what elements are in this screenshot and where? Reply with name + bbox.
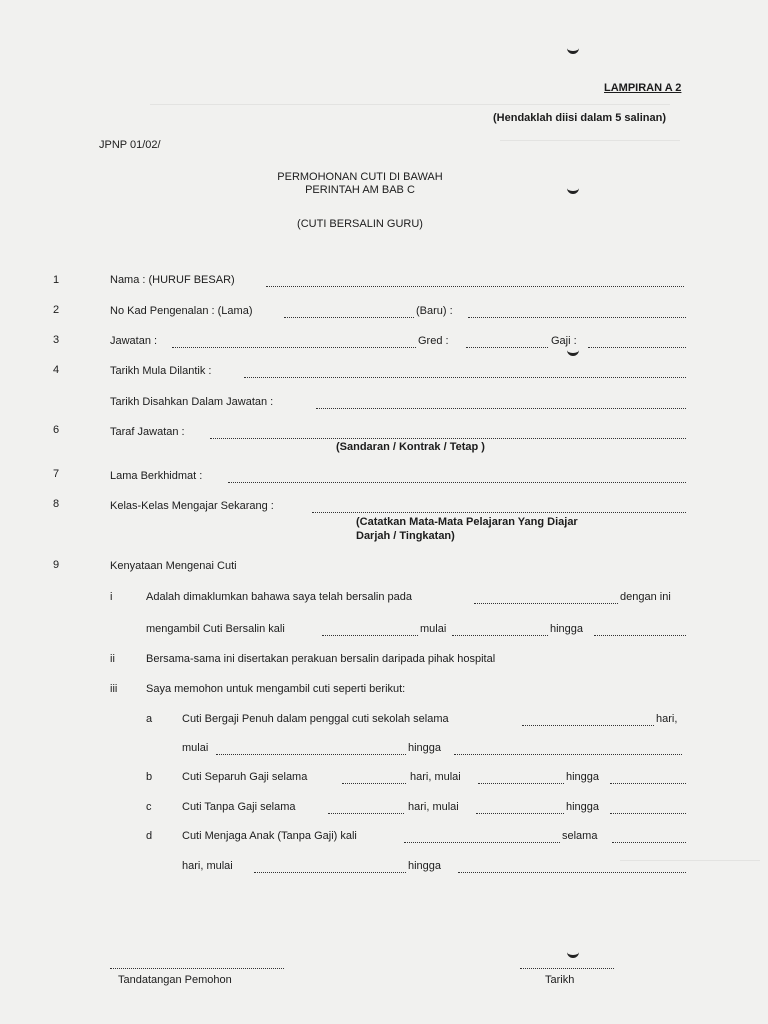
item-number: 2 [52, 304, 60, 316]
scan-mark [567, 46, 579, 54]
hingga-input[interactable] [594, 625, 686, 636]
menjaga-anak-hingga-input[interactable] [458, 862, 686, 873]
item-number: 3 [52, 334, 60, 346]
nama-input[interactable] [266, 276, 684, 287]
taraf-note: (Sandaran / Kontrak / Tetap ) [336, 441, 485, 453]
tarikh-bersalin-input[interactable] [474, 593, 618, 604]
item-number: 6 [52, 424, 60, 436]
selama-text: selama [562, 830, 598, 842]
hingga-text: hingga [566, 801, 600, 813]
bleed-through-line [150, 104, 670, 105]
tarikh-mula-input[interactable] [244, 367, 686, 378]
dengan-ini-text: dengan ini [620, 591, 671, 603]
mulai-input[interactable] [452, 625, 548, 636]
kelas-input[interactable] [312, 502, 686, 513]
kelas-note-2: Darjah / Tingkatan) [356, 530, 455, 542]
hingga-text: hingga [408, 860, 442, 872]
sub-item-b: b [146, 771, 153, 783]
cuti-bersalin-kali-text: mengambil Cuti Bersalin kali [146, 623, 285, 635]
hari-text: hari, [656, 713, 678, 725]
signature-line[interactable] [110, 958, 284, 969]
tarikh-mula-label: Tarikh Mula Dilantik : [110, 365, 212, 377]
taraf-label: Taraf Jawatan : [110, 426, 185, 438]
ic-baru-input[interactable] [468, 307, 686, 318]
separuh-gaji-mulai-input[interactable] [478, 773, 564, 784]
gaji-label: Gaji : [551, 335, 577, 347]
tanpa-gaji-selama-input[interactable] [328, 803, 404, 814]
hingga-text: hingga [408, 742, 442, 754]
kali-input[interactable] [322, 625, 418, 636]
ic-lama-label: No Kad Pengenalan : (Lama) [110, 305, 253, 317]
form-title-line1: PERMOHONAN CUTI DI BAWAH [277, 171, 443, 183]
ic-lama-input[interactable] [284, 307, 414, 318]
ic-baru-label: (Baru) : [416, 305, 453, 317]
scan-mark [567, 950, 579, 958]
cuti-menjaga-anak-text: Cuti Menjaga Anak (Tanpa Gaji) kali [182, 830, 357, 842]
date-line[interactable] [520, 958, 614, 969]
bleed-through-line [500, 140, 680, 141]
hari-mulai-text: hari, mulai [410, 771, 461, 783]
jawatan-input[interactable] [172, 337, 416, 348]
item-number: 9 [52, 559, 60, 571]
bergaji-penuh-mulai-input[interactable] [216, 744, 406, 755]
kelas-label: Kelas-Kelas Mengajar Sekarang : [110, 500, 274, 512]
sub-item-c: c [146, 801, 152, 813]
cuti-tanpa-gaji-text: Cuti Tanpa Gaji selama [182, 801, 296, 813]
lama-label: Lama Berkhidmat : [110, 470, 203, 482]
cuti-bergaji-penuh-text: Cuti Bergaji Penuh dalam penggal cuti sekolah selama [182, 713, 449, 725]
signature-label: Tandatangan Pemohon [118, 974, 232, 986]
hingga-text: hingga [550, 623, 584, 635]
kelas-note-1: (Catatkan Mata-Mata Pelajaran Yang Diajar [356, 516, 578, 528]
tarikh-disahkan-label: Tarikh Disahkan Dalam Jawatan : [110, 396, 274, 408]
gred-label: Gred : [418, 335, 449, 347]
item-number: 7 [52, 468, 60, 480]
bergaji-penuh-hingga-input[interactable] [454, 744, 682, 755]
hari-mulai-text: hari, mulai [408, 801, 459, 813]
sub-item-d: d [146, 830, 153, 842]
form-title-line2: PERINTAH AM BAB C [305, 184, 415, 196]
gaji-input[interactable] [588, 337, 686, 348]
item-number: 4 [52, 364, 60, 376]
perakuan-text: Bersama-sama ini disertakan perakuan bersalin daripada pihak hospital [146, 653, 496, 665]
scan-mark [567, 348, 579, 356]
hingga-text: hingga [566, 771, 600, 783]
scan-mark [567, 186, 579, 194]
jawatan-label: Jawatan : [110, 335, 158, 347]
separuh-gaji-selama-input[interactable] [342, 773, 406, 784]
mulai-text: mulai [182, 742, 209, 754]
separuh-gaji-hingga-input[interactable] [610, 773, 686, 784]
item-number: 1 [52, 274, 60, 286]
mulai-text: mulai [420, 623, 447, 635]
form-title-line3: (CUTI BERSALIN GURU) [297, 218, 423, 230]
item-number: 8 [52, 498, 60, 510]
sub-item-iii: iii [110, 683, 118, 695]
kenyataan-heading: Kenyataan Mengenai Cuti [110, 560, 237, 572]
memohon-text: Saya memohon untuk mengambil cuti seperti berikut: [146, 683, 406, 695]
cuti-separuh-gaji-text: Cuti Separuh Gaji selama [182, 771, 308, 783]
menjaga-anak-selama-input[interactable] [612, 832, 686, 843]
hari-mulai-text: hari, mulai [182, 860, 233, 872]
reference-number: JPNP 01/02/ [99, 139, 161, 151]
menjaga-anak-kali-input[interactable] [404, 832, 560, 843]
sub-item-ii: ii [110, 653, 115, 665]
gred-input[interactable] [466, 337, 548, 348]
lama-input[interactable] [228, 472, 686, 483]
nama-label: Nama : (HURUF BESAR) [110, 274, 235, 286]
instruction-text: (Hendaklah diisi dalam 5 salinan) [493, 112, 666, 124]
taraf-input[interactable] [210, 428, 686, 439]
sub-item-a: a [146, 713, 153, 725]
tanpa-gaji-hingga-input[interactable] [610, 803, 686, 814]
date-label: Tarikh [545, 974, 575, 986]
lampiran-label: LAMPIRAN A 2 [604, 82, 682, 94]
menjaga-anak-mulai-input[interactable] [254, 862, 406, 873]
sub-item-i: i [110, 591, 113, 603]
bergaji-penuh-selama-input[interactable] [522, 715, 654, 726]
tanpa-gaji-mulai-input[interactable] [476, 803, 564, 814]
tarikh-disahkan-input[interactable] [316, 398, 686, 409]
bleed-through-line [620, 860, 760, 861]
bersalin-text: Adalah dimaklumkan bahawa saya telah bersalin pada [146, 591, 413, 603]
